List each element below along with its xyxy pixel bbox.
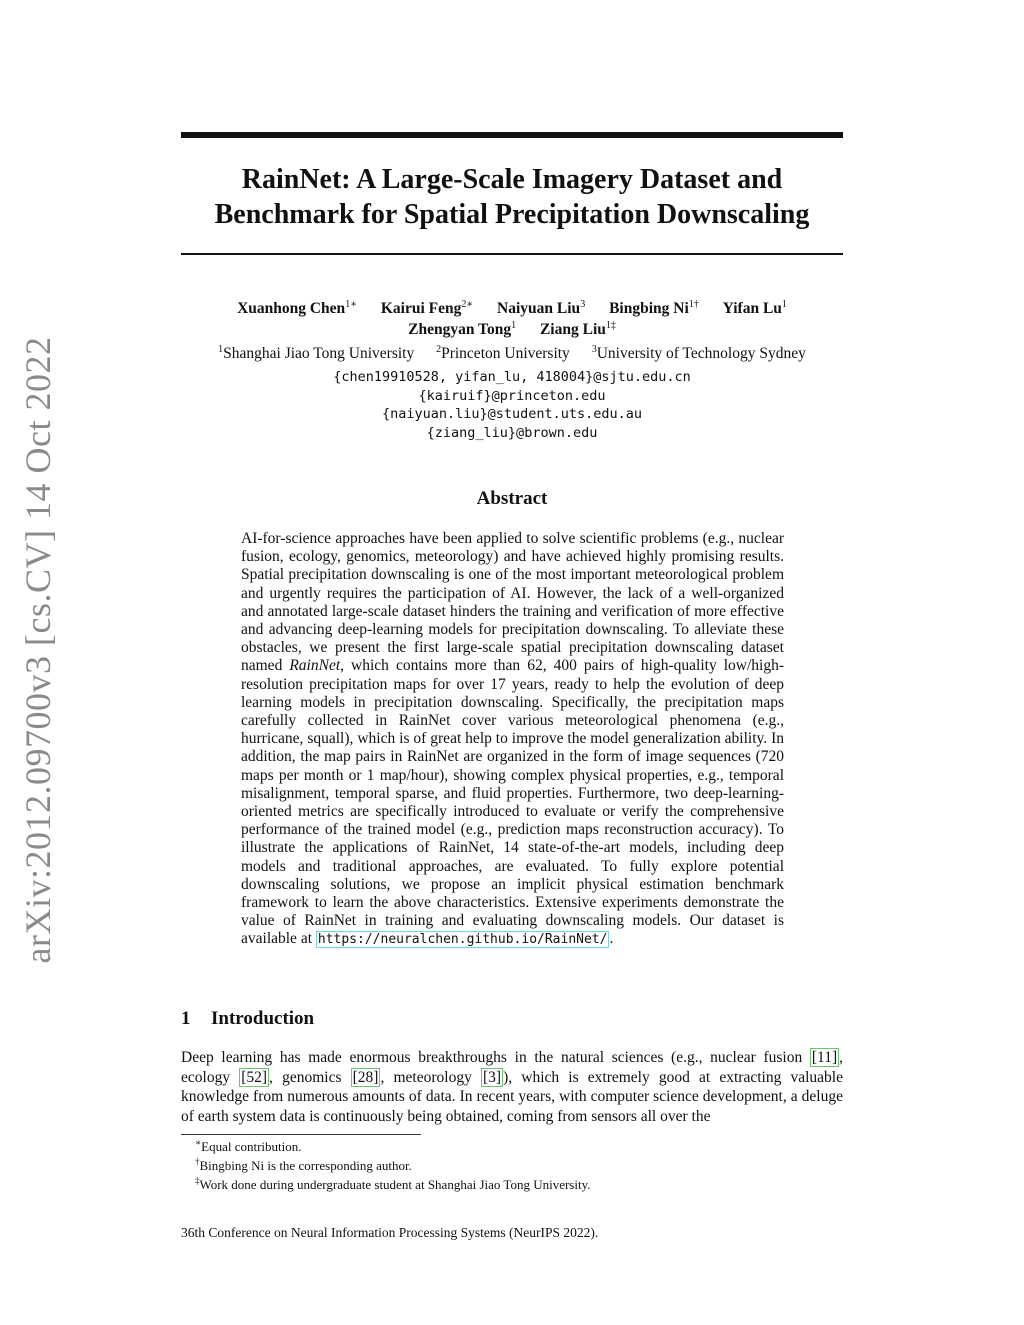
title-line-2: Benchmark for Spatial Precipitation Downscaling xyxy=(214,199,810,230)
footnote: ∗Equal contribution. xyxy=(195,1137,302,1154)
affiliation: $^2$Princeton University xyxy=(436,343,570,362)
footnote: †Bingbing Ni is the corresponding author. xyxy=(195,1156,412,1173)
citation-link[interactable]: [28] xyxy=(352,1068,379,1086)
author: Xuanhong Chen$^{1∗}$ xyxy=(237,298,357,317)
conference-footer: 36th Conference on Neural Information Processing Systems (NeurIPS 2022). xyxy=(181,1225,599,1240)
title-top-rule xyxy=(181,132,843,138)
author: Yifan Lu$^1$ xyxy=(722,298,787,317)
email: {chen19910528, yifan_lu, 418004}@sjtu.edu.cn xyxy=(333,369,691,385)
dataset-name: RainNet xyxy=(289,657,341,675)
author: Kairui Feng$^{2∗}$ xyxy=(380,298,474,317)
email-list xyxy=(181,368,843,442)
section-title: Introduction xyxy=(211,1008,315,1029)
citation-link[interactable]: [11] xyxy=(811,1049,838,1066)
title-line-1: RainNet: A Large-Scale Imagery Dataset and xyxy=(241,164,783,195)
author: Naiyuan Liu$^3$ xyxy=(497,298,586,317)
email: {kairuif}@princeton.edu xyxy=(418,387,606,404)
citation-link[interactable]: [52] xyxy=(241,1068,268,1086)
section-number: 1 xyxy=(181,1008,191,1029)
email: {ziang_liu}@brown.edu xyxy=(426,424,598,441)
paper-title xyxy=(181,162,843,232)
dataset-url-link[interactable]: https://neuralchen.github.io/RainNet/ xyxy=(317,932,608,948)
abstract-body: AI-for-science approaches have been applied to solve scientific problems (e.g., nuclear fusion, ecology, genomics, meteorology) and have achieved highly promising results. Spatial precipitation downscaling is one of the most important meteorological problem and urgently requires the participation of AI. However, the lack of a well-organized and annotated large-scale dataset hinders the training and verification of more effective and advancing deep-learning models for precipitation downscaling. To alleviate these obstacles, we present the first large-scale spatial precipitation downscaling dataset named RainNet, which contains more than 62, 400 pairs of high-quality low/high-resolution precipitation maps for over 17 years, ready to help the evolution of deep learning models in precipitation downscaling. Specifically, the precipitation maps carefully collected in RainNet cover various meteorological phenomena (e.g., hurricane, squall), which is of great help to improve the model generalization ability. In addition, the map pairs in RainNet are organized in the form of image sequences (720 maps per month or 1 map/hour), showing complex physical properties, e.g., temporal misalignment, temporal sparse, and fluid properties. Furthermore, two deep-learning-oriented metrics are specifically introduced to evaluate or verify the comprehensive performance of the trained model (e.g., prediction maps reconstruction accuracy). To illustrate the applications of RainNet, 14 state-of-the-art models, including deep models and traditional approaches, are evaluated. To fully explore potential downscaling solutions, we propose an implicit physical estimation benchmark framework to learn the above characteristics. Extensive experiments demonstrate the value of RainNet in training and evaluating downscaling models. Our dataset is available at https://neuralchen.github.io/RainNet/ . xyxy=(241,530,784,948)
footnote-rule xyxy=(181,1134,421,1135)
abstract-heading: Abstract xyxy=(476,488,548,509)
affiliations xyxy=(181,344,843,364)
title-bottom-rule xyxy=(181,253,843,255)
footnote: ‡Work done during undergraduate student at Shanghai Jiao Tong University. xyxy=(195,1175,591,1192)
footnotes xyxy=(195,1137,843,1194)
author: Ziang Liu$^{1\ddagger}$ xyxy=(539,319,616,338)
introduction-paragraph: Deep learning has made enormous breakthroughs in the natural sciences (e.g., nuclear fusion [11] , ecology [52] , genomics [28] , meteorology [3] ), which is extremely good at extracting valuable knowledge from numerous amounts of data. In recent years, with computer science development, a deluge of earth system data is continuously being obtained, coming from sensors all over the xyxy=(181,1049,843,1125)
email: {naiyuan.liu}@student.uts.edu.au xyxy=(381,406,643,422)
author: Bingbing $Ni^{1\dagger}$ xyxy=(609,298,699,317)
author: Zhengyan Tong$^1$ xyxy=(408,319,517,338)
affiliation: $^1$Shanghai Jiao Tong University xyxy=(218,343,415,362)
section-heading-introduction xyxy=(181,1008,843,1030)
author-list xyxy=(181,298,843,340)
affiliation: $^3$University of Technology Sydney xyxy=(591,343,806,362)
citation-link[interactable]: [3] xyxy=(482,1068,502,1086)
arxiv-identifier: arXiv:2012.09700v3 [cs.CV] 14 Oct 2022 xyxy=(18,336,58,964)
